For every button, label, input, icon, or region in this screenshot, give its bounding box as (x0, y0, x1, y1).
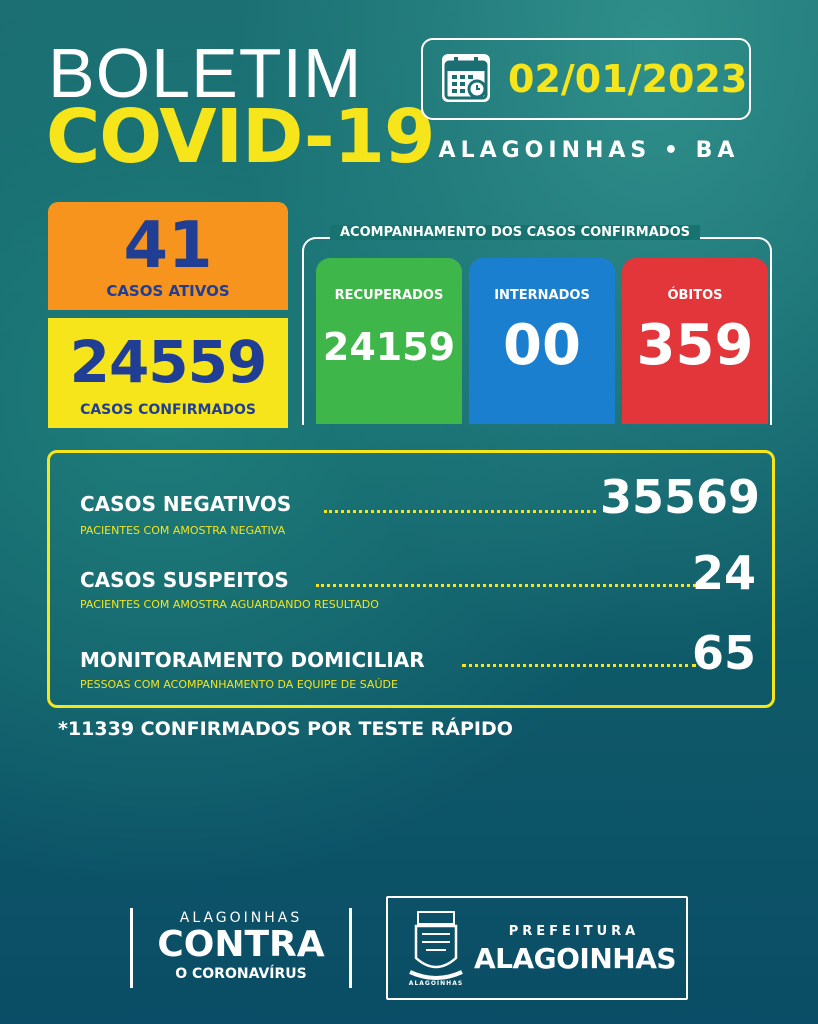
deaths-label: ÓBITOS (667, 288, 723, 303)
home-monitoring-subtitle: PESSOAS COM ACOMPANHAMENTO DA EQUIPE DE SAÚDE (80, 678, 398, 691)
active-cases-box (48, 202, 288, 310)
calendar-icon (442, 54, 490, 102)
prefeitura-logo (386, 896, 688, 1000)
home-monitoring-title: MONITORAMENTO DOMICILIAR (80, 648, 425, 672)
deaths-value: 359 (636, 313, 754, 378)
title-boletim: BOLETIM (48, 34, 363, 112)
hospitalized-label: INTERNADOS (494, 288, 590, 303)
report-date: 02/01/2023 (508, 57, 748, 101)
campaign-logo (130, 908, 352, 988)
suspected-cases-title: CASOS SUSPEITOS (80, 568, 289, 592)
location-label: ALAGOINHAS • BA (438, 138, 740, 163)
city-seal-text: ALAGOINHAS (408, 980, 464, 987)
suspected-cases-value: 24 (691, 546, 756, 600)
home-monitoring-value: 65 (691, 626, 756, 680)
negative-cases-subtitle: PACIENTES COM AMOSTRA NEGATIVA (80, 524, 286, 537)
hospitalized-value: 00 (503, 313, 581, 378)
hospitalized-card (469, 258, 615, 424)
suspected-cases-leader (316, 584, 696, 587)
negative-cases-leader (324, 510, 596, 513)
confirmed-cases-label: CASOS CONFIRMADOS (80, 402, 256, 418)
city-seal-icon (408, 910, 464, 988)
campaign-logo-main: CONTRA (157, 924, 325, 965)
confirmed-cases-box (48, 318, 288, 428)
recovered-card (316, 258, 462, 424)
title-covid: COVID-19 (46, 94, 435, 180)
prefeitura-city: ALAGOINHAS (473, 942, 677, 975)
recovered-value: 24159 (322, 325, 456, 369)
confirmed-cases-value: 24559 (69, 328, 267, 396)
deaths-card (622, 258, 768, 424)
negative-cases-value: 35569 (600, 470, 761, 524)
campaign-logo-sub: O CORONAVÍRUS (175, 966, 307, 982)
rapid-test-footnote: *11339 CONFIRMADOS POR TESTE RÁPIDO (58, 718, 513, 740)
suspected-cases-subtitle: PACIENTES COM AMOSTRA AGUARDANDO RESULTADO (80, 598, 379, 611)
campaign-logo-top: ALAGOINHAS (179, 910, 303, 926)
tracking-title: ACOMPANHAMENTO DOS CASOS CONFIRMADOS (330, 225, 700, 240)
active-cases-label: CASOS ATIVOS (106, 282, 230, 300)
prefeitura-label: PREFEITURA (508, 924, 640, 939)
recovered-label: RECUPERADOS (334, 288, 444, 303)
active-cases-value: 41 (123, 209, 213, 283)
negative-cases-title: CASOS NEGATIVOS (80, 492, 292, 516)
